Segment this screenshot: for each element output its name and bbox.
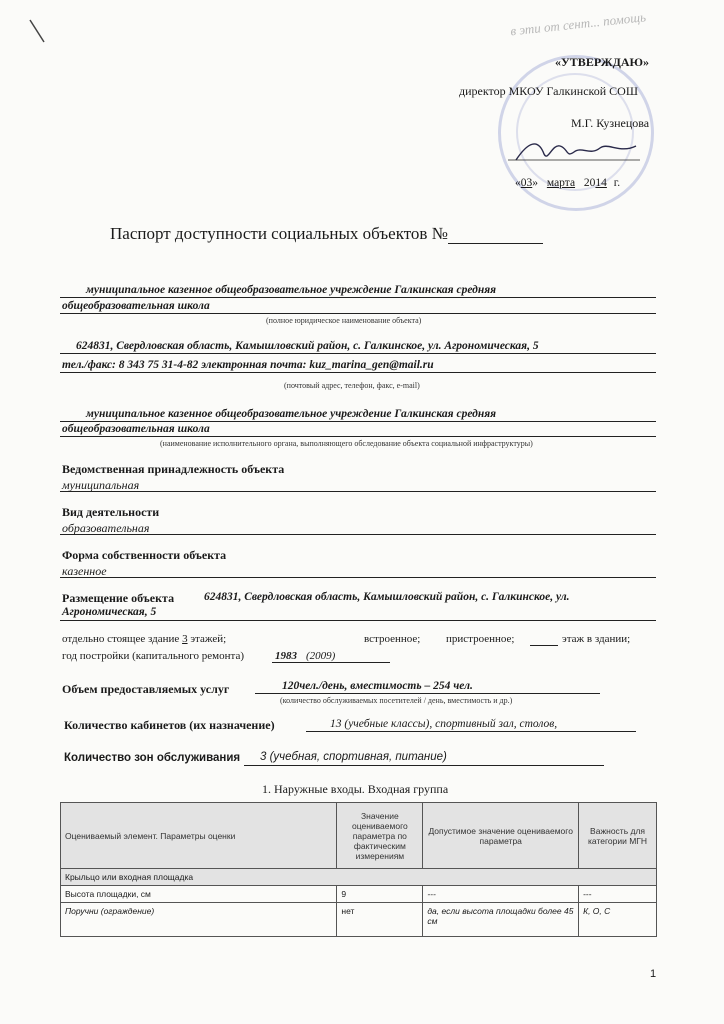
table-header-actual: Значение оцениваемого параметра по фактическим измерениям	[337, 803, 423, 869]
table-cell: ---	[423, 886, 579, 903]
address-line1: 624831, Свердловская область, Камышловский район, с. Галкинское, ул. Агрономическая, 5	[76, 340, 539, 352]
page-number: 1	[650, 968, 657, 980]
location-label: Размещение объекта	[62, 591, 175, 605]
approval-position: директор МКОУ Галкинской СОШ	[459, 84, 638, 98]
date-year-prefix: 20	[583, 177, 596, 189]
accessibility-table	[60, 802, 657, 937]
table-group-label: Крыльцо или входная площадка	[61, 869, 657, 886]
approval-name: М.Г. Кузнецова	[571, 116, 650, 130]
table-group-row	[61, 869, 657, 886]
ownership-value: казенное	[62, 564, 107, 578]
rooms-label: Количество кабинетов (их назначение)	[64, 718, 275, 732]
table-cell: К, О, С	[579, 903, 657, 937]
building-standalone	[62, 633, 226, 645]
exec-caption: (наименование исполнительного органа, выполняющего обследование объекта социальной инфраструктуры)	[160, 439, 533, 448]
page-title	[110, 224, 543, 244]
signature	[508, 132, 648, 168]
scan-mark	[28, 18, 48, 46]
table-cell: 9	[337, 886, 423, 903]
table-cell: да, если высота площадки более 45 см	[423, 903, 579, 937]
rooms-value: 13 (учебные классы), спортивный зал, столов,	[330, 718, 558, 730]
org-name-line1: муниципальное казенное общеобразовательное учреждение Галкинская средняя	[86, 284, 497, 296]
address-caption: (почтовый адрес, телефон, факс, e-mail)	[284, 381, 420, 390]
dept-value: муниципальная	[62, 478, 140, 492]
page-title-text: Паспорт доступности социальных объектов №	[110, 224, 448, 243]
building-floors: 3	[182, 633, 188, 645]
services-label: Объем предоставляемых услуг	[62, 682, 230, 696]
date-mid: »	[532, 177, 538, 189]
date-prefix: «	[515, 177, 521, 189]
ownership-label: Форма собственности объекта	[62, 548, 227, 562]
building-floor-in: этаж в здании;	[562, 633, 631, 645]
handwritten-note: в эти от сент... помощь	[509, 9, 647, 39]
date-suffix: г.	[613, 177, 621, 189]
services-value: 120чел./день, вместимость – 254 чел.	[282, 680, 473, 692]
exec-line2: общеобразовательная школа	[62, 423, 210, 435]
activity-value: образовательная	[62, 521, 150, 535]
dept-label: Ведомственная принадлежность объекта	[62, 462, 285, 476]
approval-title: «УТВЕРЖДАЮ»	[555, 55, 650, 69]
zones-value: 3 (учебная, спортивная, питание)	[260, 751, 447, 763]
org-name-line2: общеобразовательная школа	[62, 300, 210, 312]
table-header-allowed: Допустимое значение оцениваемого параметра	[423, 803, 579, 869]
building-year: 1983	[275, 650, 297, 662]
approval-date	[515, 177, 620, 189]
building-standalone-label: отдельно стоящее здание	[62, 633, 180, 645]
table-header-element: Оцениваемый элемент. Параметры оценки	[61, 803, 337, 869]
address-line2: тел./факс: 8 343 75 31-4-82 электронная почта: kuz_marina_gen@mail.ru	[62, 359, 434, 371]
table-header-row	[61, 803, 657, 869]
location-value1: 624831, Свердловская область, Камышловский район, с. Галкинское, ул.	[204, 591, 570, 603]
building-repair-year: (2009)	[306, 650, 336, 662]
table-cell: Поручни (ограждение)	[61, 903, 337, 937]
activity-label: Вид деятельности	[62, 505, 160, 519]
section-title: 1. Наружные входы. Входная группа	[262, 782, 449, 796]
table-cell: Высота площадки, см	[61, 886, 337, 903]
date-month: марта	[546, 177, 576, 189]
location-value2: Агрономическая, 5	[62, 606, 157, 618]
zones-label: Количество зон обслуживания	[64, 752, 241, 764]
table-cell: нет	[337, 903, 423, 937]
org-name-caption: (полное юридическое наименование объекта)	[266, 316, 422, 325]
building-attached: пристроенное;	[446, 633, 515, 645]
building-floors-suffix: этажей;	[190, 633, 227, 645]
date-day: 03	[520, 177, 533, 189]
date-year: 14	[595, 177, 607, 189]
exec-line1: муниципальное казенное общеобразовательное учреждение Галкинская средняя	[86, 408, 497, 420]
building-builtin: встроенное;	[364, 633, 421, 645]
services-caption: (количество обслуживаемых посетителей / день, вместимость и др.)	[280, 696, 513, 705]
table-row	[61, 886, 657, 903]
table-row	[61, 903, 657, 937]
table-cell: ---	[579, 886, 657, 903]
building-year-label: год постройки (капитального ремонта)	[62, 650, 244, 662]
table-header-importance: Важность для категории МГН	[579, 803, 657, 869]
